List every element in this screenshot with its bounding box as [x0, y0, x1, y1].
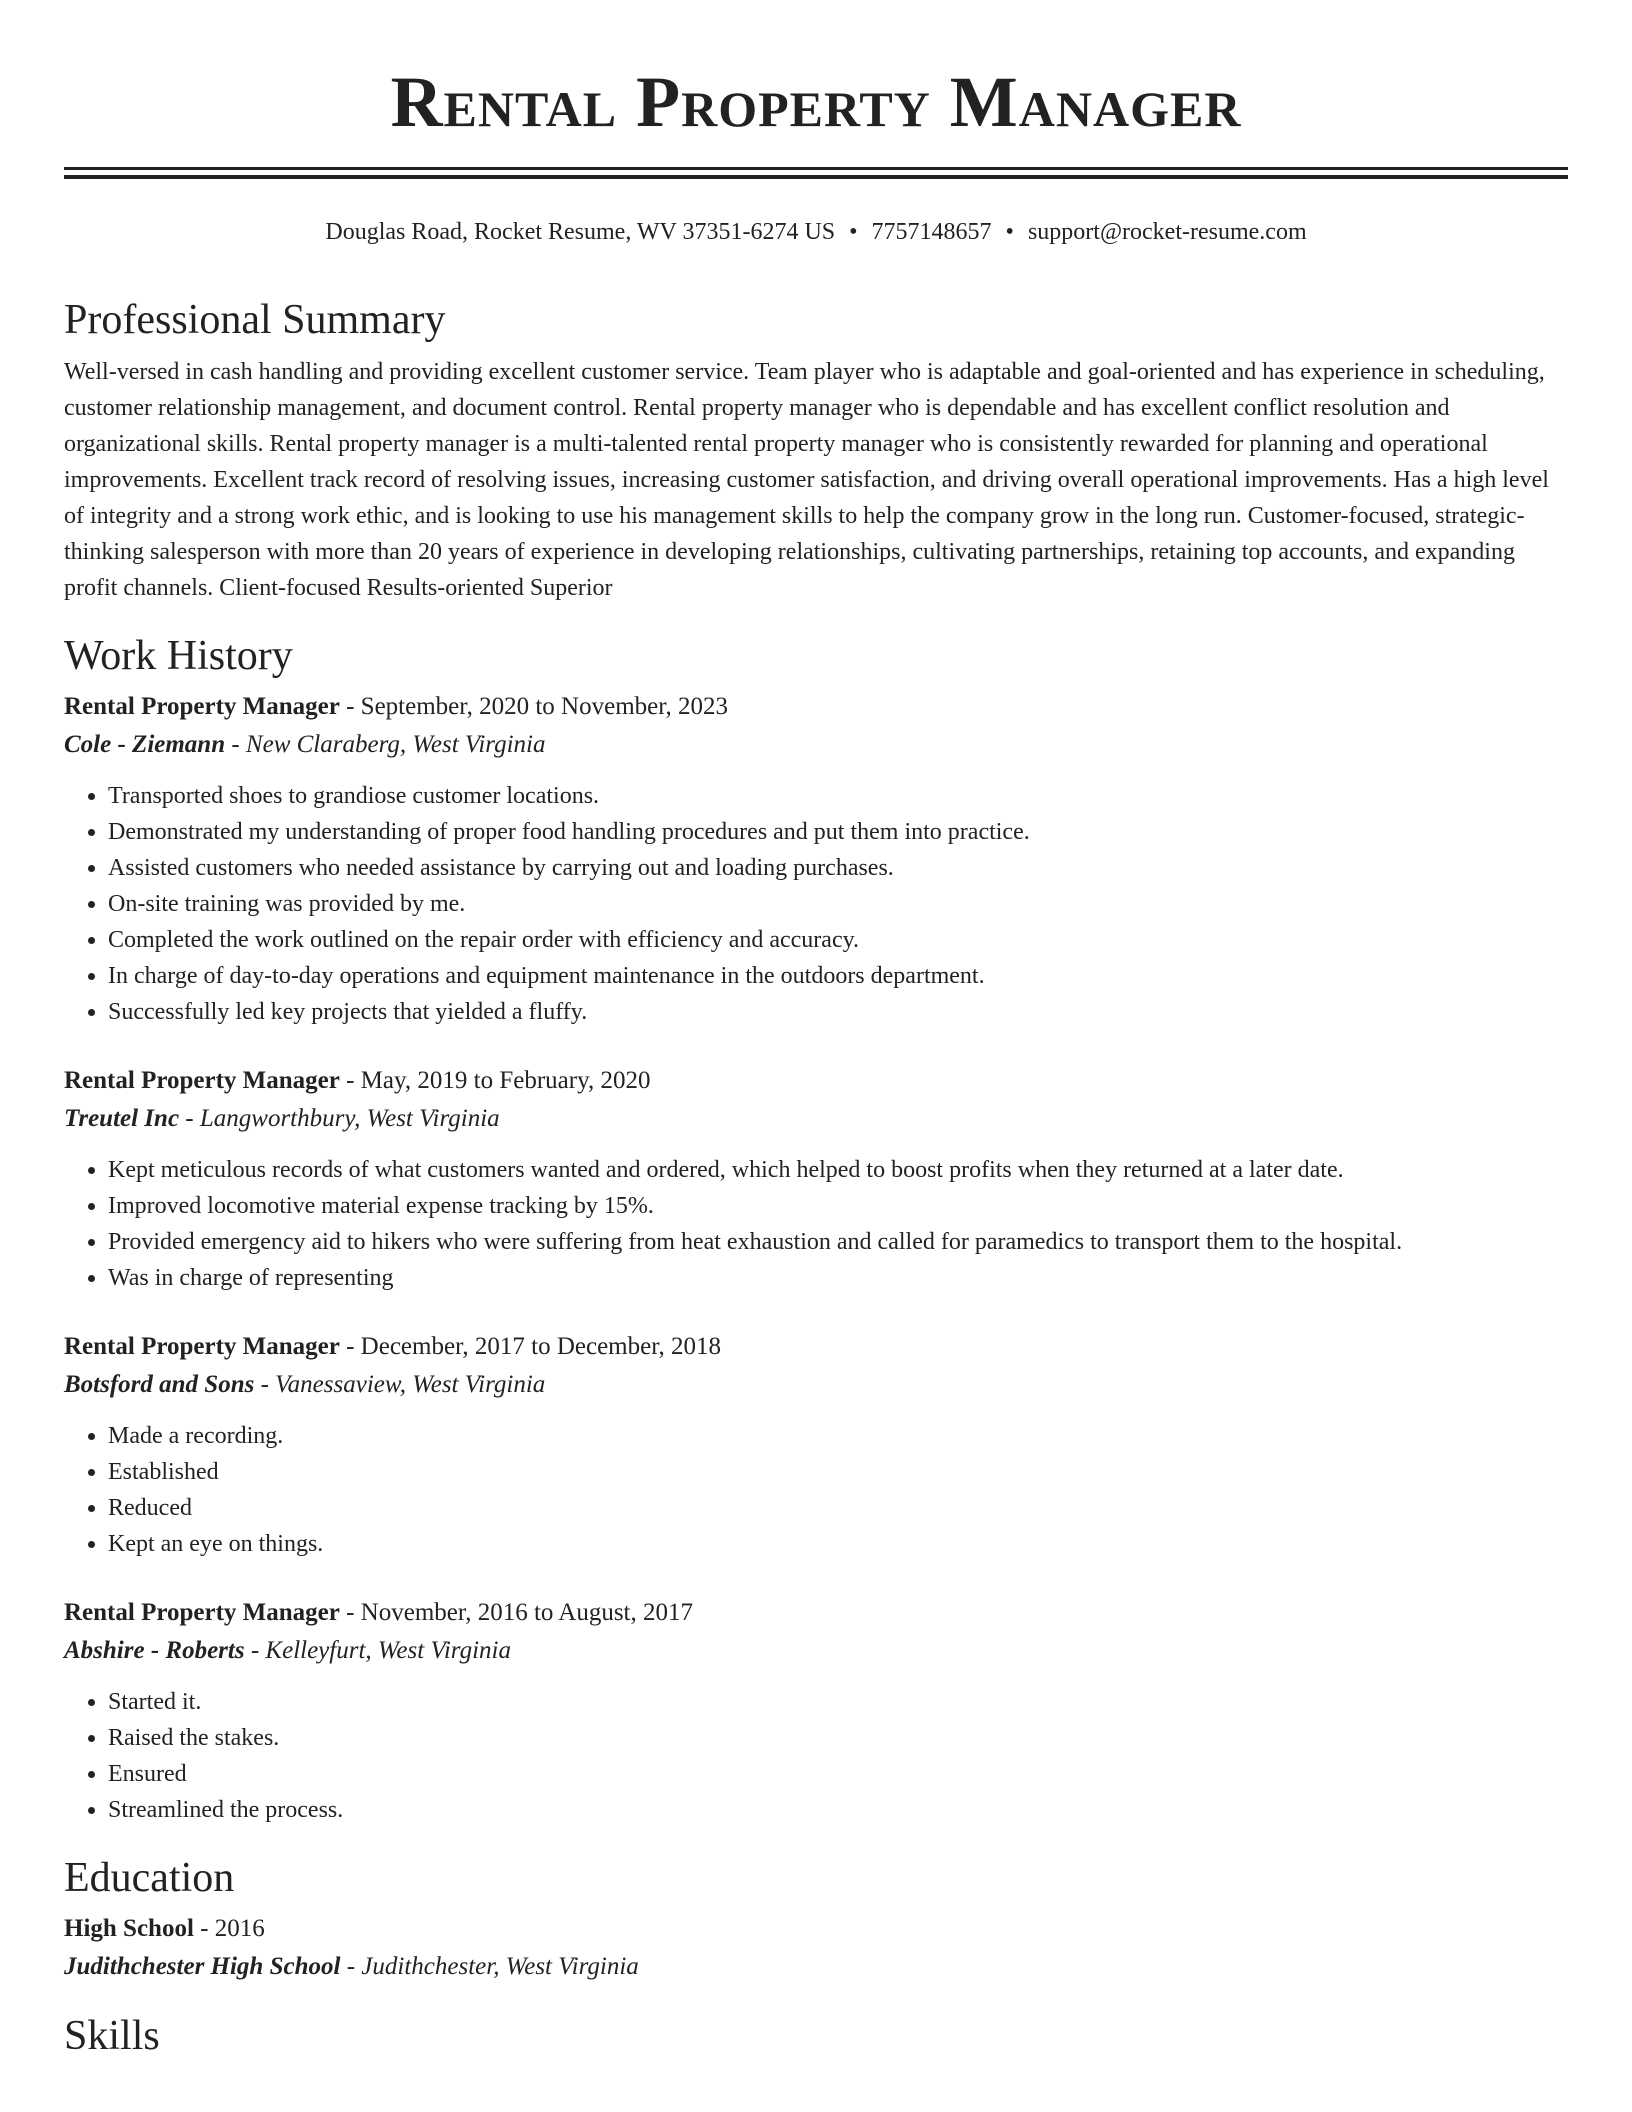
job-entry	[64, 1594, 1568, 1828]
list-item: • Successfully led key projects that yielded a fluffy.	[108, 994, 1568, 1030]
education-degree: High School	[64, 1915, 194, 1942]
list-item: • Was in charge of representing	[108, 1260, 1568, 1296]
header-rule-top	[64, 167, 1568, 170]
job-dates: - November, 2016 to August, 2017	[339, 1599, 693, 1626]
job-location: - Kelleyfurt, West Virginia	[244, 1637, 511, 1664]
education-heading: Education	[64, 1855, 235, 1901]
job-bullets	[64, 1684, 1568, 1828]
list-item: • Streamlined the process.	[108, 1792, 1568, 1828]
job-company: Botsford and Sons	[64, 1371, 255, 1398]
job-title-line	[64, 1328, 1568, 1366]
contact-separator: •	[849, 219, 858, 245]
summary-text: Well-versed in cash handling and providing excellent customer service. Team player who is adaptable and goal-oriented and has experience in scheduling, customer relationship management, and document control. Rental property manager who is dependable and has excellent conflict resolution and organizational skills. Rental property manager is a multi-talented rental property manager who is consistently rewarded for planning and operational improvements. Excellent track record of resolving issues, increasing customer satisfaction, and driving overall operational improvements. Has a high level of integrity and a strong work ethic, and is looking to use his management skills to help the company grow in the long run. Customer-focused, strategic-thinking salesperson with more than 20 years of experience in developing relationships, cultivating partnerships, retaining top accounts, and expanding profit channels. Client-focused Results-oriented Superior	[64, 359, 1549, 601]
job-entry	[64, 1062, 1568, 1296]
job-company: Abshire - Roberts	[64, 1637, 245, 1664]
list-item: • Made a recording.	[108, 1418, 1568, 1454]
list-item: • Raised the stakes.	[108, 1720, 1568, 1756]
education-school: Judithchester High School	[64, 1953, 341, 1980]
list-item: • Kept meticulous records of what customers wanted and ordered, which helped to boost profits when they returned at a later date.	[108, 1152, 1568, 1188]
job-title-line	[64, 1062, 1568, 1100]
list-item: • Reduced	[108, 1490, 1568, 1526]
contact-phone: 7757148657	[871, 219, 992, 245]
education-entry	[64, 1910, 1568, 1986]
job-location: - New Claraberg, West Virginia	[225, 731, 546, 758]
job-location: - Langworthbury, West Virginia	[179, 1105, 500, 1132]
job-dates: - September, 2020 to November, 2023	[339, 693, 729, 720]
contact-line	[64, 214, 1568, 250]
job-title-line	[64, 1594, 1568, 1632]
summary-heading: Professional Summary	[64, 297, 446, 343]
list-item: • Started it.	[108, 1684, 1568, 1720]
job-company-line	[64, 1100, 1568, 1138]
job-company: Cole - Ziemann	[64, 731, 226, 758]
contact-address: Douglas Road, Rocket Resume, WV 37351-6274 US	[325, 219, 836, 245]
list-item: • Improved locomotive material expense tracking by 15%.	[108, 1188, 1568, 1224]
job-location: - Vanessaview, West Virginia	[254, 1371, 546, 1398]
job-bullets	[64, 1418, 1568, 1562]
list-item: • Demonstrated my understanding of proper food handling procedures and put them into practice.	[108, 814, 1568, 850]
education-school-line	[64, 1948, 1568, 1986]
job-dates: - May, 2019 to February, 2020	[339, 1067, 651, 1094]
contact-email: support@rocket-resume.com	[1027, 219, 1307, 245]
job-company-line	[64, 1366, 1568, 1404]
list-item: • On-site training was provided by me.	[108, 886, 1568, 922]
job-title: Rental Property Manager	[64, 1067, 340, 1094]
list-item: • Assisted customers who needed assistance by carrying out and loading purchases.	[108, 850, 1568, 886]
job-bullets	[64, 778, 1568, 1030]
list-item: • Transported shoes to grandiose customer locations.	[108, 778, 1568, 814]
resume-body	[64, 288, 1568, 2068]
job-title-line	[64, 688, 1568, 726]
work-history-heading: Work History	[64, 633, 293, 679]
education-location: - Judithchester, West Virginia	[340, 1953, 639, 1980]
education-year: - 2016	[193, 1915, 265, 1942]
job-company: Treutel Inc	[64, 1105, 180, 1132]
list-item: • Kept an eye on things.	[108, 1526, 1568, 1562]
skills-heading: Skills	[64, 2013, 160, 2059]
contact-separator: •	[1005, 219, 1014, 245]
job-title: Rental Property Manager	[64, 693, 340, 720]
job-entry	[64, 1328, 1568, 1562]
header-rule-bottom	[64, 175, 1568, 179]
list-item: • In charge of day-to-day operations and equipment maintenance in the outdoors department.	[108, 958, 1568, 994]
resume-name: Rental Property Manager	[390, 62, 1242, 142]
list-item: • Provided emergency aid to hikers who were suffering from heat exhaustion and called for paramedics to transport them to the hospital.	[108, 1224, 1568, 1260]
education-degree-line	[64, 1910, 1568, 1948]
job-title: Rental Property Manager	[64, 1599, 340, 1626]
job-company-line	[64, 726, 1568, 764]
job-dates: - December, 2017 to December, 2018	[339, 1333, 722, 1360]
list-item: • Established	[108, 1454, 1568, 1490]
job-entry	[64, 688, 1568, 1030]
job-title: Rental Property Manager	[64, 1333, 340, 1360]
list-item: • Ensured	[108, 1756, 1568, 1792]
job-bullets	[64, 1152, 1568, 1296]
list-item: • Completed the work outlined on the repair order with efficiency and accuracy.	[108, 922, 1568, 958]
job-company-line	[64, 1632, 1568, 1670]
